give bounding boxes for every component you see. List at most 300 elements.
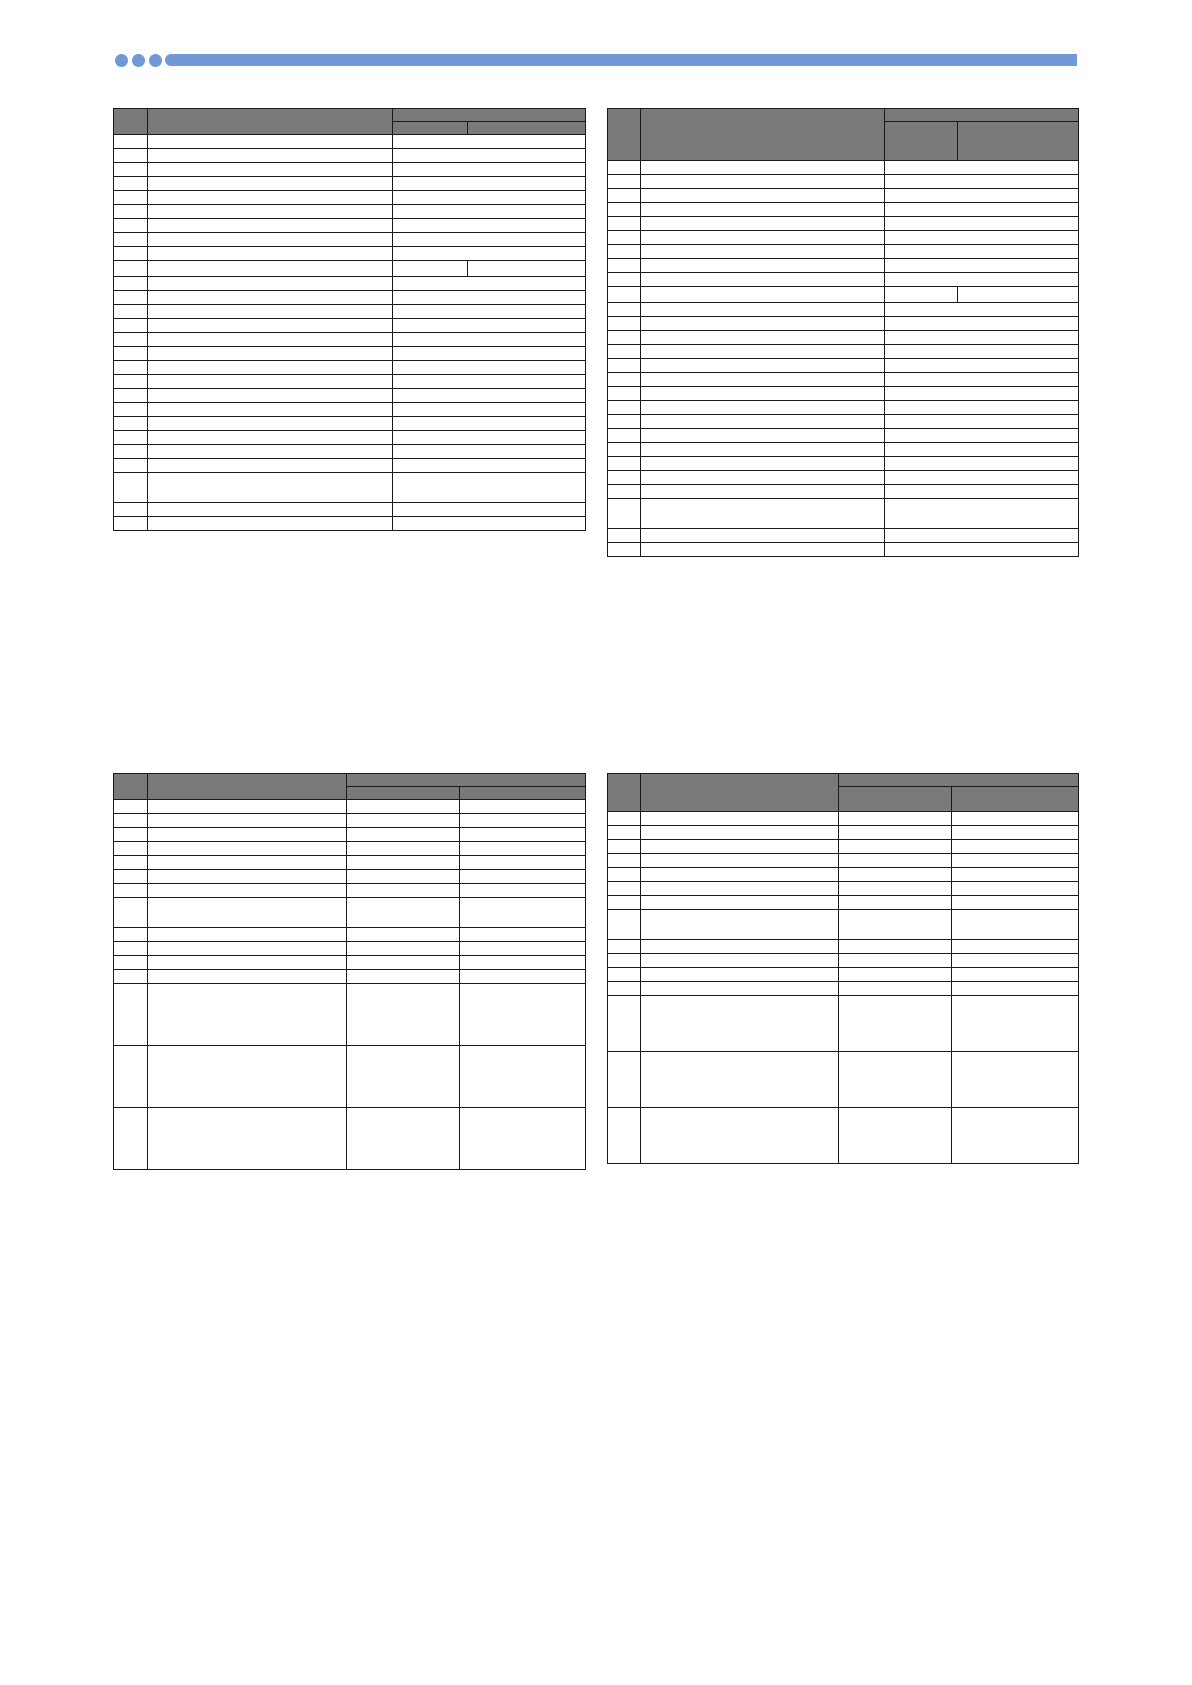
table-row	[114, 389, 586, 403]
cell-value-a	[839, 868, 952, 882]
header-rule	[165, 54, 1077, 66]
header-cell-no	[608, 109, 641, 161]
table-row	[114, 417, 586, 431]
cell-item	[148, 1108, 347, 1170]
header-cell-sub-b	[958, 122, 1079, 161]
table-row	[114, 233, 586, 247]
cell-no	[608, 189, 641, 203]
table-row	[608, 982, 1079, 996]
cell-item	[641, 1108, 839, 1164]
cell-value	[393, 305, 586, 319]
cell-no	[114, 898, 148, 928]
cell-value	[885, 161, 1079, 175]
cell-value-a	[347, 1046, 460, 1108]
cell-value-a	[839, 882, 952, 896]
table-row	[608, 1052, 1079, 1108]
cell-item	[148, 503, 393, 517]
table-row	[608, 345, 1079, 359]
cell-value-a	[347, 970, 460, 984]
cell-value	[393, 177, 586, 191]
cell-no	[114, 503, 148, 517]
table-row	[608, 175, 1079, 189]
table-header	[114, 109, 586, 135]
cell-item	[641, 245, 885, 259]
header-cell-no	[114, 774, 148, 800]
cell-no	[114, 375, 148, 389]
cell-value	[393, 403, 586, 417]
table-row	[608, 217, 1079, 231]
cell-no	[114, 219, 148, 233]
cell-item	[148, 261, 393, 277]
cell-no	[608, 443, 641, 457]
table-row	[608, 317, 1079, 331]
table-row	[608, 331, 1079, 345]
cell-value-a	[347, 942, 460, 956]
cell-value	[885, 387, 1079, 401]
cell-no	[114, 856, 148, 870]
cell-no	[608, 429, 641, 443]
header-cell-sub-a	[839, 787, 952, 812]
table-row	[114, 856, 586, 870]
cell-value-a	[347, 956, 460, 970]
cell-no	[608, 812, 641, 826]
cell-value-a	[839, 1108, 952, 1164]
cell-item	[641, 910, 839, 940]
cell-value	[885, 245, 1079, 259]
cell-value	[393, 459, 586, 473]
cell-no	[114, 517, 148, 531]
cell-item	[641, 331, 885, 345]
cell-item	[641, 471, 885, 485]
cell-value-b	[952, 968, 1079, 982]
cell-item	[148, 319, 393, 333]
header-cell-sub-a	[347, 787, 460, 800]
cell-value-a	[347, 984, 460, 1046]
table-row	[608, 854, 1079, 868]
cell-value-a	[347, 884, 460, 898]
cell-item	[641, 443, 885, 457]
cell-value	[885, 231, 1079, 245]
table-row	[608, 954, 1079, 968]
header-cell-group	[885, 109, 1079, 122]
cell-no	[608, 401, 641, 415]
cell-no	[608, 415, 641, 429]
cell-value-a	[347, 842, 460, 856]
cell-no	[608, 854, 641, 868]
cell-no	[608, 529, 641, 543]
cell-item	[641, 940, 839, 954]
cell-value	[885, 259, 1079, 273]
table-row	[114, 517, 586, 531]
cell-value-a	[839, 910, 952, 940]
cell-value	[393, 163, 586, 177]
cell-no	[608, 217, 641, 231]
table-row	[114, 163, 586, 177]
cell-item	[641, 415, 885, 429]
table-row	[114, 305, 586, 319]
cell-value-b	[468, 261, 586, 277]
table-row	[608, 303, 1079, 317]
cell-no	[608, 499, 641, 529]
header-cell-sub-a	[393, 122, 468, 135]
cell-value	[885, 359, 1079, 373]
table-row	[114, 898, 586, 928]
cell-no	[114, 928, 148, 942]
cell-item	[148, 389, 393, 403]
cell-value	[885, 303, 1079, 317]
table-row	[608, 882, 1079, 896]
cell-no	[114, 389, 148, 403]
table-row	[114, 135, 586, 149]
cell-value-b	[952, 1052, 1079, 1108]
header-cell-item	[641, 109, 885, 161]
cell-value-b	[460, 956, 586, 970]
table-row	[114, 503, 586, 517]
cell-no	[114, 333, 148, 347]
table-bottom-right	[607, 773, 1079, 1164]
cell-no	[114, 884, 148, 898]
cell-item	[641, 359, 885, 373]
cell-no	[608, 273, 641, 287]
cell-value	[885, 217, 1079, 231]
table-row	[114, 842, 586, 856]
cell-value	[393, 375, 586, 389]
cell-item	[641, 401, 885, 415]
table-row	[608, 812, 1079, 826]
cell-no	[114, 870, 148, 884]
cell-item	[641, 840, 839, 854]
cell-value-a	[839, 996, 952, 1052]
table-row	[114, 319, 586, 333]
cell-item	[148, 956, 347, 970]
cell-value	[393, 333, 586, 347]
cell-item	[148, 375, 393, 389]
cell-value-b	[952, 954, 1079, 968]
cell-no	[114, 445, 148, 459]
cell-value-a	[347, 800, 460, 814]
table-row	[114, 261, 586, 277]
cell-no	[114, 247, 148, 261]
table-row	[114, 984, 586, 1046]
header-cell-sub-b	[460, 787, 586, 800]
cell-value-b	[952, 896, 1079, 910]
cell-no	[608, 317, 641, 331]
cell-value	[885, 529, 1079, 543]
cell-no	[608, 996, 641, 1052]
cell-value	[885, 443, 1079, 457]
cell-item	[641, 996, 839, 1052]
cell-value	[393, 431, 586, 445]
cell-item	[641, 826, 839, 840]
cell-value	[885, 471, 1079, 485]
cell-value-b	[952, 826, 1079, 840]
cell-value	[393, 389, 586, 403]
table-row	[608, 161, 1079, 175]
cell-item	[148, 473, 393, 503]
cell-value	[393, 247, 586, 261]
cell-value-b	[460, 1046, 586, 1108]
cell-item	[148, 333, 393, 347]
cell-no	[608, 373, 641, 387]
cell-item	[641, 896, 839, 910]
cell-value	[393, 135, 586, 149]
table-row	[608, 359, 1079, 373]
cell-no	[114, 163, 148, 177]
cell-item	[641, 1052, 839, 1108]
cell-no	[114, 261, 148, 277]
page-header	[115, 53, 1077, 67]
cell-no	[114, 305, 148, 319]
cell-item	[148, 517, 393, 531]
cell-no	[608, 882, 641, 896]
cell-value	[393, 233, 586, 247]
table-row	[114, 191, 586, 205]
cell-no	[608, 954, 641, 968]
cell-value-b	[460, 898, 586, 928]
cell-value	[885, 345, 1079, 359]
cell-value-a	[839, 954, 952, 968]
cell-no	[114, 1108, 148, 1170]
table-row	[114, 431, 586, 445]
table-top-left	[113, 108, 586, 531]
cell-no	[608, 161, 641, 175]
header-cell-no	[114, 109, 148, 135]
cell-value-b	[952, 868, 1079, 882]
table-row	[114, 970, 586, 984]
table-row	[608, 485, 1079, 499]
cell-item	[148, 191, 393, 205]
table-row	[114, 928, 586, 942]
cell-value	[885, 415, 1079, 429]
cell-item	[641, 345, 885, 359]
cell-value-a	[347, 1108, 460, 1170]
cell-no	[114, 417, 148, 431]
cell-no	[608, 175, 641, 189]
cell-item	[641, 373, 885, 387]
cell-no	[608, 387, 641, 401]
cell-value-a	[347, 814, 460, 828]
header-cell-item	[148, 109, 393, 135]
table-row	[608, 273, 1079, 287]
cell-no	[114, 191, 148, 205]
cell-no	[608, 203, 641, 217]
cell-value-b	[952, 1108, 1079, 1164]
cell-value-a	[347, 928, 460, 942]
cell-value-b	[460, 814, 586, 828]
cell-item	[641, 982, 839, 996]
cell-item	[148, 970, 347, 984]
cell-no	[114, 135, 148, 149]
table-row	[608, 443, 1079, 457]
cell-item	[148, 417, 393, 431]
cell-item	[148, 347, 393, 361]
cell-item	[148, 247, 393, 261]
header-cell-group	[347, 774, 586, 787]
table-header	[608, 109, 1079, 161]
cell-value	[393, 149, 586, 163]
cell-item	[641, 287, 885, 303]
cell-item	[148, 800, 347, 814]
cell-value	[885, 317, 1079, 331]
cell-no	[114, 984, 148, 1046]
cell-item	[641, 499, 885, 529]
header-dot-icon	[132, 54, 145, 67]
cell-item	[641, 175, 885, 189]
cell-item	[148, 291, 393, 305]
table-row	[608, 245, 1079, 259]
table-row	[608, 415, 1079, 429]
cell-no	[608, 910, 641, 940]
table-row	[114, 459, 586, 473]
cell-no	[608, 968, 641, 982]
header-cell-group	[839, 774, 1079, 787]
cell-item	[641, 259, 885, 273]
cell-no	[114, 361, 148, 375]
table-row	[608, 543, 1079, 557]
cell-no	[608, 259, 641, 273]
table-row	[114, 361, 586, 375]
table-row	[114, 1046, 586, 1108]
table-row	[608, 387, 1079, 401]
header-cell-sub-a	[885, 122, 958, 161]
cell-value-b	[460, 928, 586, 942]
cell-item	[641, 954, 839, 968]
cell-no	[114, 347, 148, 361]
cell-value	[393, 347, 586, 361]
cell-item	[148, 403, 393, 417]
cell-item	[148, 149, 393, 163]
cell-value	[885, 273, 1079, 287]
table-row	[114, 800, 586, 814]
table-row	[114, 291, 586, 305]
cell-item	[641, 317, 885, 331]
cell-no	[114, 291, 148, 305]
cell-value-a	[839, 840, 952, 854]
table-row	[114, 333, 586, 347]
cell-no	[608, 896, 641, 910]
cell-value	[885, 203, 1079, 217]
cell-no	[114, 800, 148, 814]
cell-value-b	[460, 970, 586, 984]
cell-value	[393, 517, 586, 531]
cell-item	[148, 431, 393, 445]
table-row	[114, 375, 586, 389]
cell-value	[885, 543, 1079, 557]
cell-item	[641, 189, 885, 203]
cell-value-b	[460, 842, 586, 856]
cell-value	[885, 331, 1079, 345]
cell-no	[608, 287, 641, 303]
table-row	[114, 247, 586, 261]
cell-item	[641, 303, 885, 317]
cell-no	[114, 149, 148, 163]
cell-value-b	[460, 856, 586, 870]
cell-no	[608, 345, 641, 359]
cell-item	[148, 1046, 347, 1108]
table-row	[114, 445, 586, 459]
cell-no	[114, 205, 148, 219]
cell-value	[885, 401, 1079, 415]
table-row	[608, 471, 1079, 485]
cell-item	[641, 968, 839, 982]
cell-value-b	[460, 1108, 586, 1170]
cell-item	[148, 842, 347, 856]
cell-item	[641, 387, 885, 401]
table-row	[114, 277, 586, 291]
cell-item	[148, 277, 393, 291]
cell-item	[148, 928, 347, 942]
cell-value-a	[347, 870, 460, 884]
cell-item	[148, 219, 393, 233]
header-dot-icon	[149, 54, 162, 67]
header-cell-group	[393, 109, 586, 122]
cell-no	[114, 956, 148, 970]
cell-no	[608, 471, 641, 485]
cell-no	[608, 231, 641, 245]
cell-item	[148, 459, 393, 473]
table-bottom-left	[113, 773, 586, 1170]
cell-value-b	[952, 982, 1079, 996]
cell-item	[148, 233, 393, 247]
table-row	[608, 996, 1079, 1052]
cell-no	[608, 303, 641, 317]
table-row	[114, 870, 586, 884]
cell-value-a	[347, 828, 460, 842]
cell-value-b	[952, 996, 1079, 1052]
cell-value	[885, 485, 1079, 499]
cell-item	[641, 485, 885, 499]
header-cell-no	[608, 774, 641, 812]
table-row	[608, 259, 1079, 273]
table-row	[608, 940, 1079, 954]
table-row	[114, 403, 586, 417]
cell-no	[114, 828, 148, 842]
cell-no	[114, 970, 148, 984]
cell-value-b	[460, 870, 586, 884]
cell-value-a	[393, 261, 468, 277]
cell-value	[393, 417, 586, 431]
header-cell-sub-b	[468, 122, 586, 135]
cell-item	[148, 177, 393, 191]
cell-value-b	[460, 984, 586, 1046]
cell-value	[393, 503, 586, 517]
table-row	[608, 529, 1079, 543]
cell-no	[114, 177, 148, 191]
cell-value-a	[839, 812, 952, 826]
header-cell-item	[641, 774, 839, 812]
cell-item	[641, 273, 885, 287]
table-row	[114, 149, 586, 163]
header-cell-sub-b	[952, 787, 1079, 812]
table-row	[114, 219, 586, 233]
cell-value	[885, 189, 1079, 203]
cell-item	[148, 898, 347, 928]
cell-value-b	[952, 882, 1079, 896]
table-row	[608, 499, 1079, 529]
cell-no	[608, 245, 641, 259]
table-row	[608, 401, 1079, 415]
cell-value-b	[460, 884, 586, 898]
cell-value-a	[839, 940, 952, 954]
cell-no	[114, 277, 148, 291]
cell-item	[641, 429, 885, 443]
table-row	[608, 457, 1079, 471]
table-row	[114, 942, 586, 956]
cell-item	[148, 814, 347, 828]
cell-value	[885, 457, 1079, 471]
cell-no	[114, 319, 148, 333]
cell-item	[641, 203, 885, 217]
